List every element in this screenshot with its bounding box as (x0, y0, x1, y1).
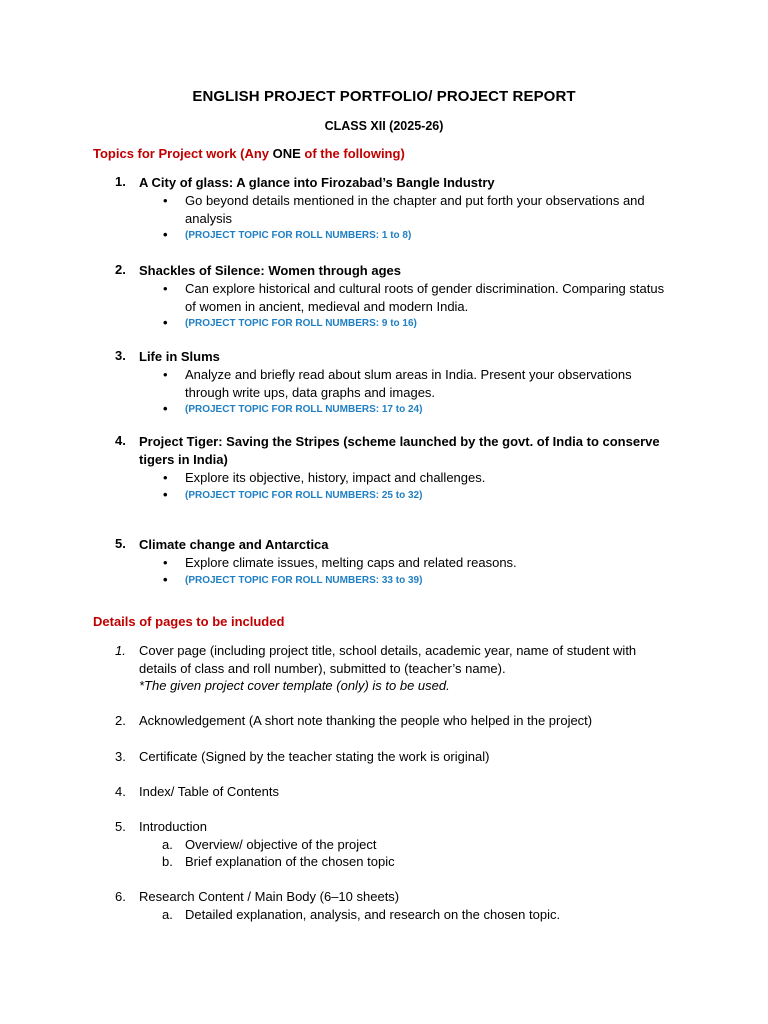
bullet-icon: • (163, 470, 168, 485)
topic-roll-numbers (163, 486, 675, 504)
details-note: *The given project cover template (only) is to be used. (139, 678, 450, 693)
topic-roll-text: (PROJECT TOPIC FOR ROLL NUMBERS: 33 to 39) (185, 574, 423, 586)
topic-roll-text: (PROJECT TOPIC FOR ROLL NUMBERS: 17 to 24) (185, 404, 423, 415)
details-text: Index/ Table of Contents (139, 784, 279, 799)
bullet-icon: • (163, 571, 168, 587)
details-item (115, 818, 675, 871)
topic-number: 2. (115, 262, 126, 277)
document-title: ENGLISH PROJECT PORTFOLIO/ PROJECT REPORT (192, 88, 576, 105)
topics-heading-emphasis: ONE (272, 146, 301, 161)
bullet-icon: • (163, 555, 168, 570)
details-number: 1. (115, 643, 126, 658)
topic-roll-numbers (163, 401, 675, 418)
topic-number: 1. (115, 174, 126, 189)
topics-heading-prefix: Topics for Project work (Any (93, 146, 273, 161)
topic-roll-numbers (163, 227, 675, 244)
details-number: 6. (115, 889, 126, 904)
details-number: 5. (115, 819, 126, 834)
details-number: 4. (115, 784, 126, 799)
topic-title: Climate change and Antarctica (139, 537, 329, 552)
bullet-icon: • (163, 486, 168, 502)
topic-roll-text: (PROJECT TOPIC FOR ROLL NUMBERS: 25 to 32) (185, 489, 423, 501)
topic-description (163, 192, 675, 227)
details-item (115, 642, 675, 695)
subitem-letter: a. (162, 836, 173, 852)
details-item (115, 712, 675, 730)
details-subitem (162, 906, 675, 924)
topic-description-text: Analyze and briefly read about slum areas in India. Present your observations through write ups, data graphs and images. (185, 367, 632, 400)
topic-number: 5. (115, 536, 126, 551)
topic-roll-text: (PROJECT TOPIC FOR ROLL NUMBERS: 1 to 8) (185, 230, 412, 241)
bullet-icon: • (163, 193, 168, 208)
details-item (115, 888, 675, 923)
details-text: Introduction (139, 819, 207, 834)
topic-item (115, 174, 675, 244)
topic-title: A City of glass: A glance into Firozabad’s Bangle Industry (139, 175, 495, 190)
topic-title: Life in Slums (139, 349, 220, 364)
details-text: Cover page (including project title, school details, academic year, name of student with details of class and roll number), submitted to (teacher’s name). (139, 643, 637, 676)
topic-description (163, 366, 675, 401)
bullet-icon: • (163, 227, 168, 242)
topic-item (115, 348, 675, 418)
topic-item (115, 433, 675, 504)
topics-heading-suffix: of the following) (300, 146, 405, 161)
details-item (115, 748, 675, 766)
details-number: 3. (115, 749, 126, 764)
details-number: 2. (115, 713, 126, 728)
topic-description (163, 469, 675, 487)
details-heading: Details of pages to be included (93, 614, 285, 629)
topic-roll-text: (PROJECT TOPIC FOR ROLL NUMBERS: 9 to 16) (185, 318, 417, 329)
topic-description-text: Can explore historical and cultural roots of gender discrimination. Comparing status of women in ancient, medieval and modern India. (185, 281, 665, 314)
topic-number: 3. (115, 348, 126, 363)
subitem-text: Brief explanation of the chosen topic (185, 854, 395, 869)
topic-number: 4. (115, 433, 126, 448)
subitem-text: Detailed explanation, analysis, and research on the chosen topic. (185, 906, 561, 922)
details-item (115, 783, 675, 801)
topic-description-text: Explore its objective, history, impact and challenges. (185, 470, 486, 485)
topic-description (163, 280, 675, 315)
bullet-icon: • (163, 401, 168, 416)
details-text: Acknowledgement (A short note thanking the people who helped in the project) (139, 713, 593, 728)
details-text: Certificate (Signed by the teacher stating the work is original) (139, 749, 490, 764)
topic-title: Project Tiger: Saving the Stripes (scheme launched by the govt. of India to conserve tigers in India) (139, 434, 660, 467)
subitem-letter: a. (162, 906, 173, 922)
class-line: CLASS XII (2025-26) (324, 119, 444, 133)
subitem-letter: b. (162, 854, 173, 869)
topic-description-text: Go beyond details mentioned in the chapter and put forth your observations and analysis (185, 193, 645, 226)
topic-description (163, 554, 675, 572)
topic-roll-numbers (163, 571, 675, 589)
topic-item (115, 262, 675, 332)
topic-title: Shackles of Silence: Women through ages (139, 263, 401, 278)
bullet-icon: • (163, 367, 168, 382)
bullet-icon: • (163, 281, 168, 296)
details-subitem (162, 853, 675, 871)
details-text: Research Content / Main Body (6–10 sheets) (139, 889, 400, 904)
topic-roll-numbers (163, 315, 675, 332)
bullet-icon: • (163, 315, 168, 330)
topic-item (115, 536, 675, 589)
topics-heading (93, 146, 405, 161)
details-subitem (162, 836, 675, 854)
topic-description-text: Explore climate issues, melting caps and related reasons. (185, 555, 517, 570)
subitem-text: Overview/ objective of the project (185, 836, 377, 852)
